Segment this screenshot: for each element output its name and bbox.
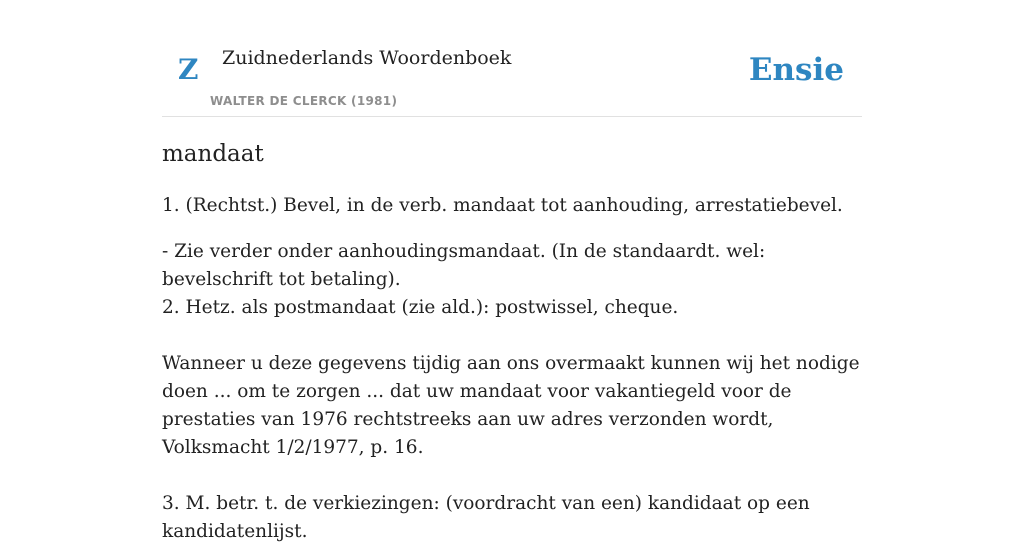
dictionary-logo[interactable]: Z <box>178 53 199 86</box>
dictionary-header <box>162 0 862 117</box>
spacer <box>162 220 862 238</box>
dictionary-title-link[interactable]: Zuidnederlands Woordenboek <box>222 47 512 69</box>
entry-definition <box>162 192 862 546</box>
definition-quote: Wanneer u deze gegevens tijdig aan ons overmaakt kunnen wij het nodige doen ... om te zorgen ... dat uw mandaat voor vakantiegeld voor de prestaties van 1976 rechtstreeks aan uw adres verzonden wordt, Volksmacht 1/2/1977, p. 16. <box>162 353 860 458</box>
ensie-logo-link[interactable]: Ensie <box>748 52 844 88</box>
dictionary-author: WALTER DE CLERCK (1981) <box>210 94 398 108</box>
definition-see-also: - Zie verder onder aanhoudingsmandaat. (In de standaardt. wel: bevelschrift tot betaling). <box>162 241 766 290</box>
definition-sense-2: 2. Hetz. als postmandaat (zie ald.): postwissel, cheque. <box>162 297 679 318</box>
page <box>162 0 862 542</box>
definition-sense-1: 1. (Rechtst.) Bevel, in de verb. mandaat tot aanhouding, arrestatiebevel. <box>162 195 843 216</box>
spacer <box>162 462 862 490</box>
entry-headword: mandaat <box>162 141 264 167</box>
definition-sense-3: 3. M. betr. t. de verkiezingen: (voordracht van een) kandidaat op een kandidatenlijst. <box>162 493 810 542</box>
spacer <box>162 322 862 350</box>
